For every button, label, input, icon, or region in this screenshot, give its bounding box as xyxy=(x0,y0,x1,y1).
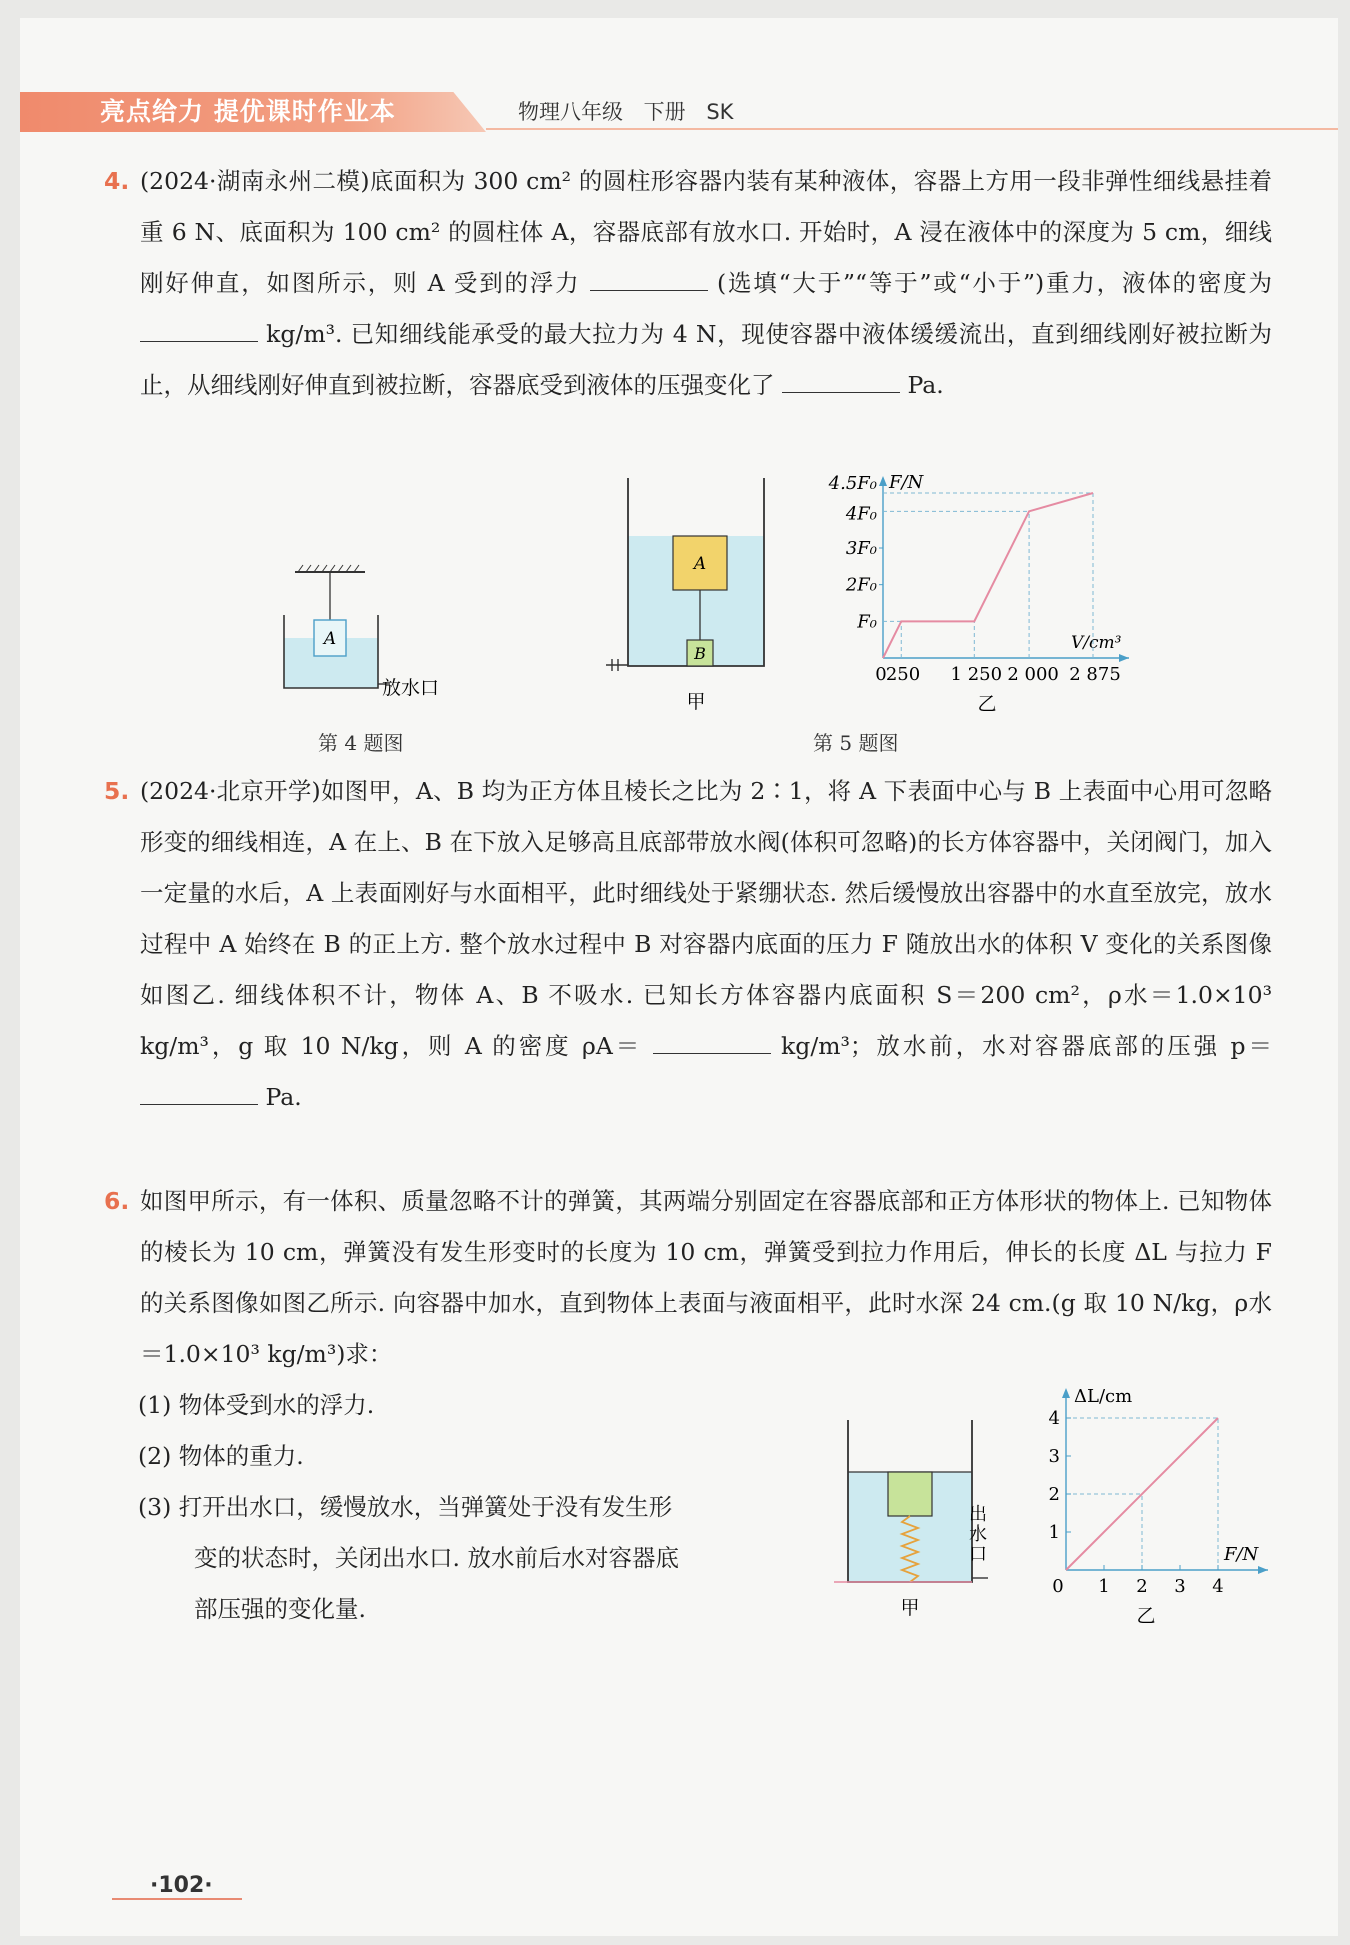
outlet-label-char: 水 xyxy=(969,1524,987,1545)
question-4 xyxy=(104,156,1272,411)
x-tick-label: 4 xyxy=(1212,1576,1224,1597)
sub-question-3-line-2: 变的状态时，关闭出水口. 放水前后水对容器底 xyxy=(194,1544,679,1572)
outlet-label-char: 出 xyxy=(969,1504,987,1525)
figure-6-jia xyxy=(828,1420,998,1630)
answer-blank[interactable] xyxy=(590,270,708,291)
series-line xyxy=(883,493,1093,658)
block-label: A xyxy=(323,629,337,649)
y-axis-arrow xyxy=(879,476,887,486)
question-text: Pa. xyxy=(265,1083,302,1111)
figure-label: 甲 xyxy=(900,1597,920,1619)
y-axis-label: ΔL/cm xyxy=(1074,1386,1133,1407)
y-tick-label: 1 xyxy=(1048,1522,1060,1543)
cube xyxy=(888,1472,932,1516)
answer-blank[interactable] xyxy=(653,1033,771,1054)
y-tick-label: 2 xyxy=(1048,1484,1060,1505)
question-number: 5. xyxy=(104,777,130,805)
sub-question-3: (3) 打开出水口，缓慢放水，当弹簧处于没有发生形 xyxy=(138,1493,673,1521)
figure-label: 乙 xyxy=(1136,1605,1156,1627)
y-tick-label: 3F₀ xyxy=(845,538,877,559)
cube-b-label: B xyxy=(694,644,706,663)
figure-caption: 第 5 题图 xyxy=(813,731,899,755)
answer-blank[interactable] xyxy=(140,1084,258,1105)
x-tick-label: 2 000 xyxy=(1007,664,1059,685)
y-tick-label: 3 xyxy=(1048,1446,1060,1467)
y-axis-label: F/N xyxy=(889,472,924,493)
figure-5-jia xyxy=(600,478,800,718)
x-axis-arrow xyxy=(1258,1566,1268,1574)
answer-blank[interactable] xyxy=(140,321,258,342)
question-6 xyxy=(104,1176,1272,1380)
outlet-label-char: 口 xyxy=(969,1544,987,1565)
ceiling-hatch xyxy=(295,565,365,572)
header-rule xyxy=(486,128,1338,130)
x-tick-label: 0 xyxy=(1052,1576,1064,1597)
page-number-underline xyxy=(112,1898,242,1900)
question-5 xyxy=(104,766,1272,1123)
series-title: 亮点给力 提优课时作业本 xyxy=(100,97,396,126)
y-tick-label: 4.5F₀ xyxy=(828,473,877,494)
question-number: 4. xyxy=(104,167,130,195)
sub-question-2: (2) 物体的重力. xyxy=(138,1442,304,1470)
question-text: kg/m³. 已知细线能承受的最大拉力为 4 N，现使容器中液体缓缓流出，直到细线刚好被拉断为止，从细线刚好伸直到被拉断，容器底受到液体的压强变化了 xyxy=(140,320,1272,399)
sub-question-1: (1) 物体受到水的浮力. xyxy=(138,1391,375,1419)
question-text: Pa. xyxy=(907,371,944,399)
question-text: 如图甲所示，有一体积、质量忽略不计的弹簧，其两端分别固定在容器底部和正方体形状的物体上. 已知物体的棱长为 10 cm，弹簧没有发生形变时的长度为 10 cm，弹簧受到拉力作用后，伸长的长度 ΔL 与拉力 F 的关系图像如图乙所示. 向容器中加水，直到物体上表面与液面相平，此时水深 24 cm.(g 取 10 N/kg，ρ水＝1.0×10³ kg/m³)求： xyxy=(140,1187,1272,1368)
y-tick-label: 4 xyxy=(1048,1408,1060,1429)
figure-label: 乙 xyxy=(977,693,997,715)
x-tick-label: 1 250 xyxy=(950,664,1003,685)
cube-a-label: A xyxy=(693,554,707,574)
subject-label: 物理八年级 下册 SK xyxy=(518,100,734,124)
x-tick-label: 250 xyxy=(885,664,921,685)
figure-caption: 第 4 题图 xyxy=(318,731,404,755)
x-axis-label: V/cm³ xyxy=(1071,633,1122,653)
x-axis-arrow xyxy=(1119,654,1129,662)
question-text: (选填“大于”“等于”或“小于”)重力，液体的密度为 xyxy=(717,269,1272,297)
figure-5-yi-chart xyxy=(815,468,1135,718)
x-tick-label: 0 xyxy=(875,664,887,685)
question-text: (2024·湖南永州二模)底面积为 300 cm² 的圆柱形容器内装有某种液体，容器上方用一段非弹性细线悬挂着重 6 N、底面积为 100 cm² 的圆柱体 A，容器底部有放水口. 开始时，A 浸在液体中的深度为 5 cm，细线刚好伸直，如图所示，则 A 受到的浮力 xyxy=(140,167,1272,297)
y-tick-label: 4F₀ xyxy=(845,503,877,525)
y-tick-label: F₀ xyxy=(857,611,877,633)
outlet-label: 放水口 xyxy=(382,677,440,699)
question-number: 6. xyxy=(104,1187,130,1215)
y-axis-arrow xyxy=(1062,1388,1070,1398)
x-tick-label: 3 xyxy=(1174,1576,1186,1597)
question-text: (2024·北京开学)如图甲，A、B 均为正方体且棱长之比为 2∶1，将 A 下表面中心与 B 上表面中心用可忽略形变的细线相连，A 在上、B 在下放入足够高且底部带放水阀(体积可忽略)的长方体容器中，关闭阀门，加入一定量的水后，A 上表面刚好与水面相平，此时细线处于紧绷状态. 然后缓慢放出容器中的水直至放完，放水过程中 A 始终在 B 的正上方. 整个放水过程中 B 对容器内底面的压力 F 随放出水的体积 V 变化的关系图像如图乙. 细线体积不计，物体 A、B 不吸水. 已知长方体容器内底面积 S＝200 cm²，ρ水＝1.0×10³ kg/m³，g 取 10 N/kg，则 A 的密度 ρA＝ xyxy=(140,777,1272,1060)
y-tick-label: 2F₀ xyxy=(845,574,877,596)
question-text: kg/m³；放水前，水对容器底部的压强 p＝ xyxy=(781,1032,1272,1060)
sub-question-3-line-3: 部压强的变化量. xyxy=(194,1595,366,1623)
x-tick-label: 2 xyxy=(1136,1576,1148,1597)
x-axis-label: F/N xyxy=(1224,1544,1259,1565)
x-tick-label: 2 875 xyxy=(1069,664,1121,685)
answer-blank[interactable] xyxy=(782,372,900,393)
page-number: ·102· xyxy=(150,1873,213,1898)
figure-label: 甲 xyxy=(686,691,706,713)
figure-4 xyxy=(270,560,470,720)
x-tick-label: 1 xyxy=(1098,1576,1110,1597)
figure-6-yi-chart xyxy=(1030,1380,1280,1630)
